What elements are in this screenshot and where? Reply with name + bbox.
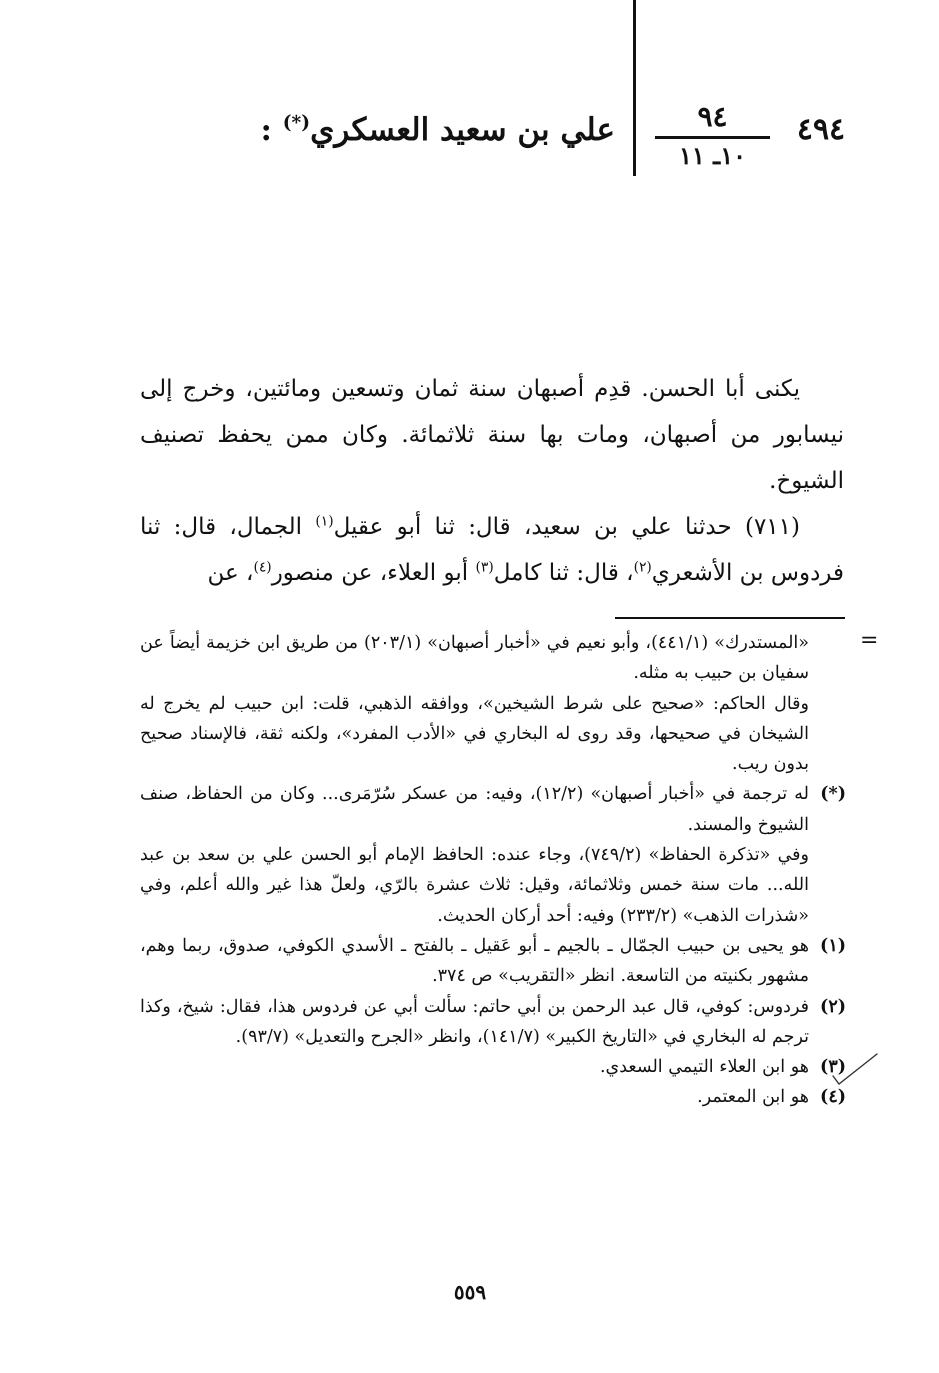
footnote-3 [140,1052,846,1082]
title-colon: : [260,112,272,148]
footnote-text: هو ابن العلاء التيمي السعدي. [599,1057,809,1078]
footnote-continued [140,689,846,780]
footnote-star-continued [140,840,846,931]
footnote-marker: (٢) [820,996,846,1017]
page-number: ٥٥٩ [453,1280,487,1304]
hadith-paragraph [140,504,844,596]
footnote-marker: (١) [820,935,846,956]
body-text [140,366,844,596]
footnote-text: فردوس: كوفي، قال عبد الرحمن بن أبي حاتم: سألت أبي عن فردوس هذا، فقال: شيخ، وكذا ترجم له البخاري في «التاريخ الكبير» (١٤١/٧)، وانظر «الجرح والتعديل» (٩٣/٧). [140,996,809,1047]
hadith-text-1: حدثنا علي بن سعيد، قال: ثنا أبو عقيل [333,514,732,540]
footnote-star [140,779,846,840]
header-divider-line [633,0,636,176]
footnote-marker: (*) [820,784,846,805]
footnote-ref-1: (١) [315,513,334,530]
footnote-text: «المستدرك» (٤٤١/١)، وأبو نعيم في «أخبار أصبهان» (٢٠٣/١) من طريق ابن خزيمة أيضاً عن سفيان بن حبيب به مثله. [140,633,809,684]
footnotes [140,628,846,1113]
entry-number: ٤٩٤ [796,112,846,147]
footnote-ref-3: (٣) [475,559,494,576]
bio-paragraph: يكنى أبا الحسن. قدِم أصبهان سنة ثمان وتسعين ومائتين، وخرج إلى نيسابور من أصبهان، ومات بها سنة ثلاثمائة. وكان ممن يحفظ تصنيف الشيوخ. [140,376,844,494]
hadith-number: (٧١١) [744,514,800,540]
fraction-numerator: ٩٤ [655,100,770,139]
footnote-marker: (٣) [820,1057,846,1078]
footnote-text: وقال الحاكم: «صحيح على شرط الشيخين»، ووافقه الذهبي، قلت: ابن حبيب لم يخرج له الشيخان في صحيحها، وقد روى له البخاري في «الأدب المفرد»، ولكنه ثقة، فالإسناد صحيح بدون ريب. [140,693,809,775]
title-name: علي بن سعيد العسكري [310,112,615,148]
entry-fraction [655,100,770,173]
hadith-text-2: الجمال، قال: ثنا فردوس بن الأشعري [140,514,844,586]
footnote-1 [140,931,846,992]
hadith-text-3: ، قال: ثنا كامل [493,560,634,586]
pencil-check-icon [815,1050,879,1090]
footnote-marker: (٤) [820,1087,846,1108]
title-note-mark: (*) [282,112,311,134]
footnote-2 [140,992,846,1053]
entry-title [230,112,615,148]
fraction-denominator: ١٠ـ ١١ [679,141,746,170]
footnote-separator [615,617,845,619]
footnote-ref-4: (٤) [253,559,272,576]
footnote-continued [140,628,846,689]
footnote-4 [140,1082,846,1112]
footnote-text: له ترجمة في «أخبار أصبهان» (١٢/٢)، وفيه: من عسكر سُرّمَرى... وكان من الحفاظ، صنف الشيوخ والمسند. [140,784,809,835]
footnote-text: هو يحيى بن حبيب الجمّال ـ بالجيم ـ أبو عَقيل ـ بالفتح ـ الأسدي الكوفي، صدوق، ربما وهم، مشهور بكنيته من التاسعة. انظر «التقريب» ص ٣٧٤. [140,935,809,987]
footnote-text: وفي «تذكرة الحفاظ» (٧٤٩/٢)، وجاء عنده: الحافظ الإمام أبو الحسن علي بن سعد بن عبد الله... مات سنة خمس وثلاثمائة، وقيل: ثلاث عشرة بالرّي، ولعلّ هذا غير والله أعلم، وفي «شذرات الذهب» (٢٣٣/٢) وفيه: أحد أركان الحديث. [140,845,809,926]
footnote-continuation-mark: = [860,628,879,653]
footnote-ref-2: (٢) [633,559,652,576]
footnote-text: هو ابن المعتمر. [697,1087,809,1108]
hadith-text-4: أبو العلاء، عن منصور [271,560,476,586]
hadith-text-5: ، عن [207,560,254,586]
